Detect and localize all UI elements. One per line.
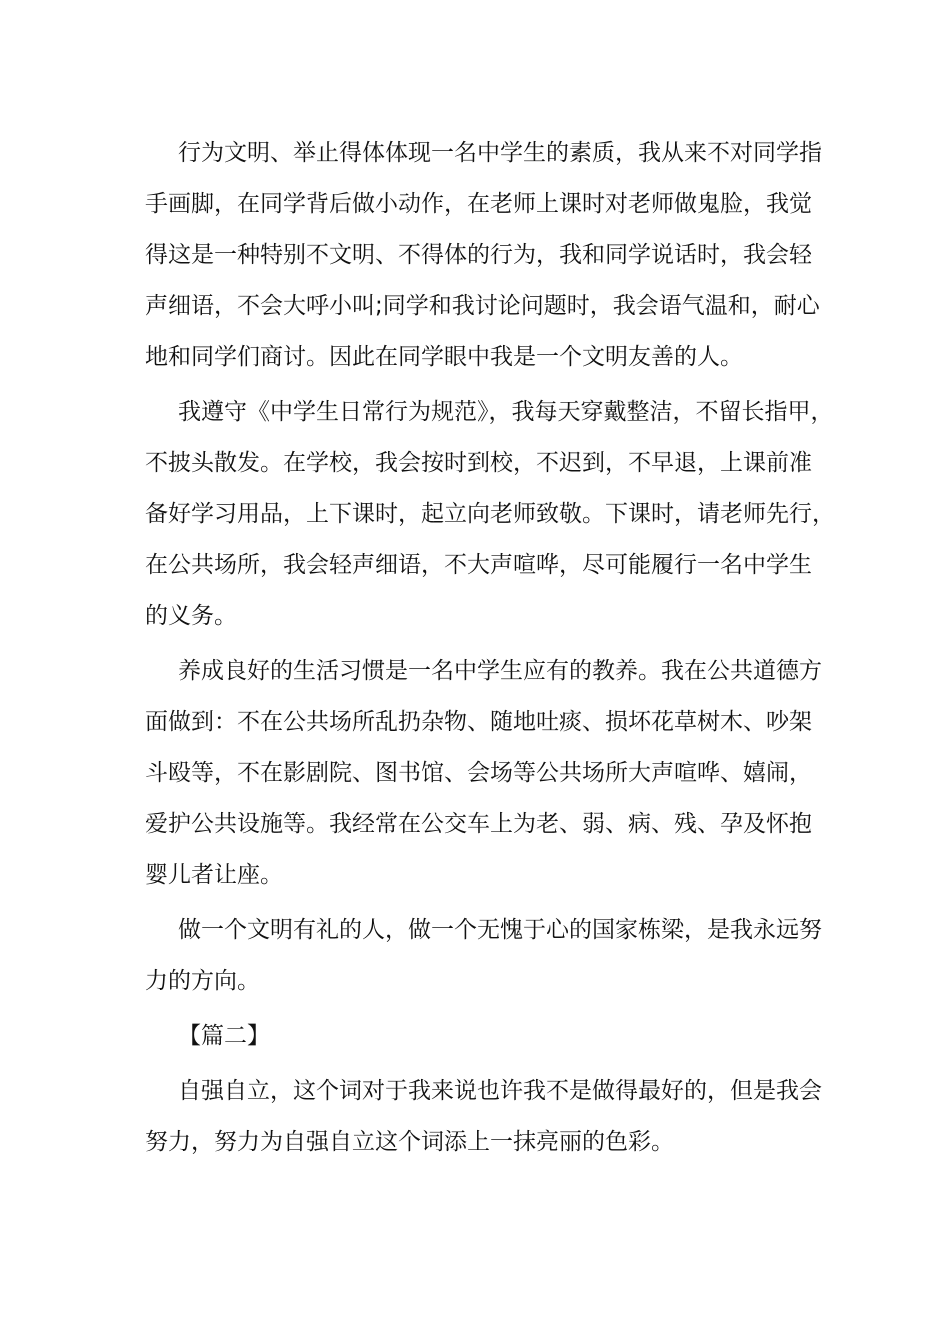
- paragraph-line: 婴儿者让座。: [145, 862, 283, 888]
- paragraph-line: 力的方向。: [145, 968, 260, 994]
- paragraph-line: 爱护公共设施等。我经常在公交车上为老、弱、病、残、孕及怀抱: [145, 811, 812, 837]
- paragraph-line: 声细语，不会大呼小叫;同学和我讨论问题时，我会语气温和，耐心: [145, 293, 820, 319]
- paragraph-line: 做一个文明有礼的人，做一个无愧于心的国家栋梁，是我永远努: [178, 917, 822, 943]
- paragraph-line: 面做到：不在公共场所乱扔杂物、随地吐痰、损坏花草树木、吵架: [145, 709, 812, 735]
- paragraph-line: 我遵守《中学生日常行为规范》，我每天穿戴整洁，不留长指甲，: [178, 399, 834, 425]
- document-body: [145, 128, 835, 1172]
- paragraph-line: 手画脚，在同学背后做小动作，在老师上课时对老师做鬼脸，我觉: [145, 191, 812, 217]
- paragraph-line: 努力，努力为自强自立这个词添上一抹亮丽的色彩。: [145, 1129, 674, 1155]
- paragraph-2: [145, 387, 835, 642]
- section-paragraph-1: [145, 1066, 822, 1168]
- paragraph-line: 在公共场所，我会轻声细语，不大声喧哗，尽可能履行一名中学生: [145, 552, 812, 578]
- paragraph-line: 得这是一种特别不文明、不得体的行为，我和同学说话时，我会轻: [145, 242, 812, 268]
- paragraph-line: 斗殴等，不在影剧院、图书馆、会场等公共场所大声喧哗、嬉闹，: [145, 760, 812, 786]
- paragraph-line: 养成良好的生活习惯是一名中学生应有的教养。我在公共道德方: [178, 658, 822, 684]
- section-heading: 【篇二】: [178, 1023, 270, 1049]
- paragraph-3: [145, 646, 822, 901]
- paragraph-line: 自强自立，这个词对于我来说也许我不是做得最好的，但是我会: [178, 1078, 822, 1104]
- paragraph-1: [145, 128, 822, 383]
- paragraph-line: 行为文明、举止得体体现一名中学生的素质，我从来不对同学指: [178, 140, 822, 166]
- paragraph-line: 备好学习用品，上下课时，起立向老师致敬。下课时，请老师先行，: [145, 501, 835, 527]
- paragraph-line: 的义务。: [145, 603, 237, 629]
- paragraph-line: 地和同学们商讨。因此在同学眼中我是一个文明友善的人。: [145, 344, 743, 370]
- paragraph-4: [145, 905, 822, 1007]
- paragraph-line: 不披头散发。在学校，我会按时到校，不迟到，不早退，上课前准: [145, 450, 812, 476]
